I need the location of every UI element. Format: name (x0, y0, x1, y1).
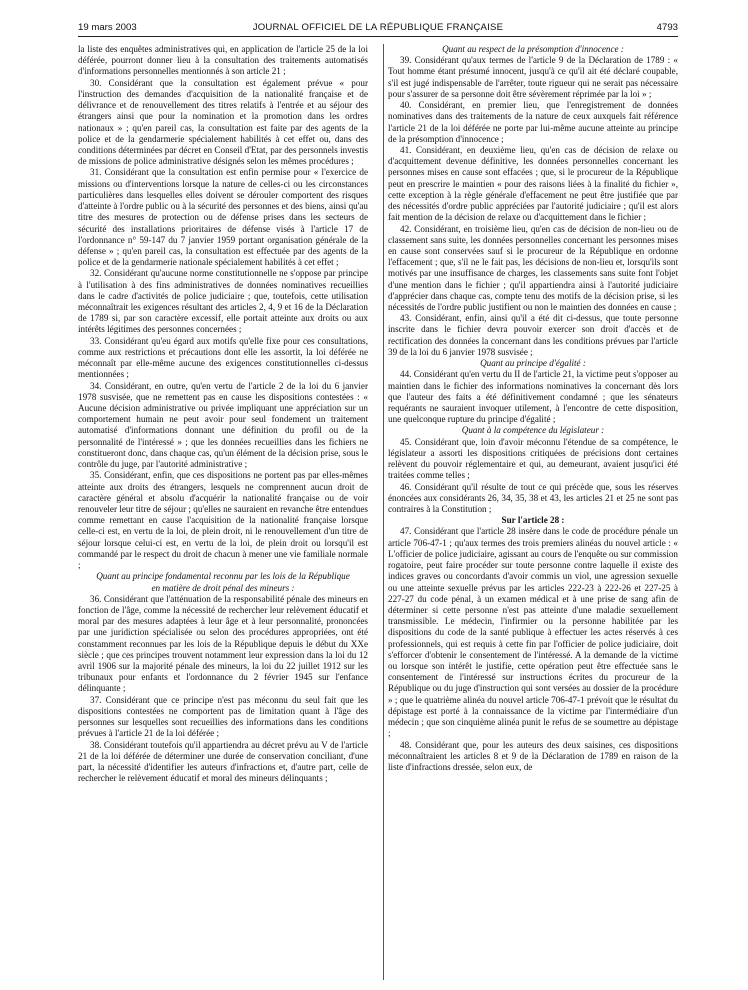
paragraph: 31. Considérant que la consultation est enfin permise pour « l'exercice de missions ou d'interventions lorsque la nature de celles-ci ou les circonstances particulières dans lesquelles elles doivent se dérouler comportent des risques d'atteinte à l'ordre public ou à la sécurité des personnes et des biens, ainsi qu'au titre des mesures de protection ou de défense prises dans les secteurs de sécurité des installations prioritaires de défense visés à l'article 17 de l'ordonnance n° 59-147 du 7 janvier 1959 portant organisation générale de la défense » ; qu'en pareil cas, la consultation est effectuée par des agents de la police et de la gendarmerie nationale spécialement habilités à cet effet ; (78, 167, 368, 268)
paragraph: 47. Considérant que l'article 28 insère dans le code de procédure pénale un article 706-47-1 ; qu'aux termes des trois premiers alinéas du nouvel article : « L'officier de police judiciaire, agissant au cours de l'enquête ou sur commission rogatoire, peut faire procéder sur toute personne contre laquelle il existe des indices graves ou concordants d'avoir commis un viol, une agression sexuelle ou une atteinte sexuelle prévus par les articles 222-23 à 222-26 et 227-25 à 227-27 du code pénal, à un examen médical et à une prise de sang afin de déterminer si cette personne n'est pas atteinte d'une maladie sexuellement transmissible. Le médecin, l'infirmier ou la personne habilitée par les dispositions du code de la santé publique à effectuer les actes réservés à ces professionnels, qui est requis à cette fin par l'officier de police judiciaire, doit s'efforcer d'obtenir le consentement de l'intéressé. A la demande de la victime ou lorsque son intérêt le justifie, cette opération peut être effectuée sans le consentement de l'intéressé sur instructions écrites du procureur de la République ou du juge d'instruction qui sont versées au dossier de la procédure » ; que le quatrième alinéa du nouvel article 706-47-1 prévoit que le résultat du dépistage est porté à la connaissance de la victime par l'intermédiaire d'un médecin ; que son cinquième alinéa punit le refus de se soumettre au dépistage ; (388, 526, 678, 739)
paragraph: 33. Considérant qu'eu égard aux motifs qu'elle fixe pour ces consultations, comme aux restrictions et précautions dont elle les assortit, la loi déférée ne méconnaît par elle-même aucune des exigences constitutionnelles ci-dessus mentionnées ; (78, 335, 368, 380)
paragraph: 38. Considérant toutefois qu'il appartiendra au décret prévu au V de l'article 21 de la loi déférée de déterminer une durée de conservation conciliant, d'une part, la nécessité d'identifier les auteurs d'infractions et, d'autre part, celle de rechercher le relèvement éducatif et moral des mineurs délinquants ; (78, 739, 368, 784)
paragraph: 48. Considérant que, pour les auteurs des deux saisines, ces dispositions méconnaîtraient les articles 8 et 9 de la Déclaration de 1789 en raison de la liste d'infractions dressée, selon eux, de (388, 739, 678, 772)
page-number: 4793 (656, 22, 678, 33)
paragraph: 46. Considérant qu'il résulte de tout ce qui précède que, sous les réserves énoncées aux considérants 26, 34, 35, 38 et 43, les articles 21 et 25 ne sont pas contraires à la Constitution ; (388, 481, 678, 514)
paragraph: 34. Considérant, en outre, qu'en vertu de l'article 2 de la loi du 6 janvier 1978 susvisée, que ne remettent pas en cause les dispositions contestées : « Aucune décision administrative ou privée impliquant une appréciation sur un comportement humain ne peut avoir pour seul fondement un traitement automatisé d'informations donnant une définition du profil ou de la personnalité de l'intéressé » ; que les données recueillies dans les fichiers ne constitueront donc, dans chaque cas, qu'un élément de la décision prise, sous le contrôle du juge, par l'autorité administrative ; (78, 380, 368, 470)
paragraph-continuation: la liste des enquêtes administratives qui, en application de l'article 25 de la loi déférée, pourront donner lieu à la consultation des traitements automatisés d'informations personnelles mentionnés à son article 21 ; (78, 44, 368, 77)
section-heading: Quant au principe fondamental reconnu par les lois de la République en matière de droit pénal des mineurs : (96, 571, 350, 593)
column-separator (383, 44, 384, 980)
left-column (78, 44, 368, 784)
paragraph: 35. Considérant, enfin, que ces dispositions ne portent pas par elles-mêmes atteinte aux droits des étrangers, lesquels ne comprennent aucun droit de caractère général et absolu d'acquérir la nationalité française ou de voir renouveler leur titre de séjour ; qu'elles ne sauraient en revanche être entendues comme remettant en cause l'acquisition de la nationalité française lorsque celle-ci est, en vertu de la loi, de plein droit, ni le renouvellement d'un titre de séjour lorsque celui-ci est, en vertu de la loi, de plein droit ou lorsqu'il est commandé par le respect du droit de chacun à mener une vie familiale normale ; (78, 470, 368, 571)
paragraph: 40. Considérant, en premier lieu, que l'enregistrement de données nominatives dans des traitements de la nature de ceux auxquels fait référence l'article 21 de la loi déférée ne porte par lui-même aucune atteinte au principe de la présomption d'innocence ; (388, 100, 678, 144)
article-heading: Sur l'article 28 : (501, 515, 565, 526)
paragraph: 36. Considérant que l'atténuation de la responsabilité pénale des mineurs en fonction de l'âge, comme la nécessité de rechercher leur relèvement éducatif et moral par des mesures adaptées à leur âge et à leur personnalité, prononcées par une juridiction spécialisée ou selon des procédures appropriées, ont été constamment reconnues par les lois de la République depuis le début du XXe siècle ; que ces principes trouvent notamment leur expression dans la loi du 12 avril 1906 sur la majorité pénale des mineurs, la loi du 22 juillet 1912 sur les tribunaux pour enfants et l'ordonnance du 2 février 1945 sur l'enfance délinquante ; (78, 593, 368, 694)
section-heading: Quant au respect de la présomption d'innocence : (442, 44, 624, 54)
paragraph: 42. Considérant, en troisième lieu, qu'en cas de décision de non-lieu ou de classement sans suite, les données personnelles concernant les personnes mises en cause sont conservées sauf si le procureur de la République en ordonne l'effacement ; que, s'il ne le fait pas, les décisions de non-lieu et, lorsqu'ils sont motivés par une insuffisance de charges, les classements sans suite font l'objet d'une mention dans le fichier ; qu'il appartiendra ainsi à l'autorité judiciaire d'apprécier dans chaque cas, compte tenu des motifs de la décision prise, si les nécessités de l'ordre public justifient ou non le maintien des données en cause ; (388, 223, 678, 313)
journal-title: JOURNAL OFFICIEL DE LA RÉPUBLIQUE FRANÇAISE (252, 22, 504, 33)
paragraph: 45. Considérant que, loin d'avoir méconnu l'étendue de sa compétence, le législateur a assorti les dispositions critiquées de précisions dont certaines relèvent du pouvoir réglementaire et qui, au demeurant, avaient jusqu'ici été traitées comme telles ; (388, 436, 678, 481)
paragraph: 30. Considérant que la consultation est également prévue « pour l'instruction des demandes d'acquisition de la nationalité française et de délivrance et de renouvellement des titres relatifs à l'entrée et au séjour des étrangers ainsi que pour la nomination et la promotion dans les ordres nationaux » ; qu'en pareil cas, la consultation est faite par des agents de la police et de la gendarmerie spécialement habilités à cet effet ou, dans des conditions déterminées par décret en Conseil d'Etat, par des personnels investis de missions de police administrative désignés selon les mêmes procédures ; (78, 77, 368, 167)
header-rule (78, 36, 678, 37)
paragraph: 37. Considérant que ce principe n'est pas méconnu du seul fait que les dispositions contestées ne comportent pas de limitation quant à l'âge des personnes sur lesquelles sont recueillies des informations dans les conditions prévues à l'article 21 de la loi déférée ; (78, 694, 368, 739)
paragraph: 32. Considérant qu'aucune norme constitutionnelle ne s'oppose par principe à l'utilisation à des fins administratives de données nominatives recueillies dans le cadre d'activités de police judiciaire ; que, toutefois, cette utilisation méconnaîtrait les exigences résultant des articles 2, 4, 9 et 16 de la Déclaration de 1789 si, par son caractère excessif, elle portait atteinte aux droits ou aux intérêts légitimes des personnes concernées ; (78, 268, 368, 335)
section-heading: Quant à la compétence du législateur : (461, 425, 605, 436)
section-heading: Quant au principe d'égalité : (480, 358, 586, 369)
paragraph: 39. Considérant qu'aux termes de l'article 9 de la Déclaration de 1789 : « Tout homme étant présumé innocent, jusqu'à ce qu'il ait été déclaré coupable, s'il est jugé indispensable de l'arrêter, toute rigueur qui ne serait pas nécessaire pour s'assurer de sa personne doit être sévèrement réprimée par la loi » ; (388, 55, 678, 99)
running-header (78, 22, 678, 36)
right-column (388, 44, 678, 773)
paragraph: 41. Considérant, en deuxième lieu, qu'en cas de décision de relaxe ou d'acquittement devenue définitive, les données personnelles concernant les personnes mises en cause sont effacées ; que, si le procureur de la République peut en prescrire le maintien « pour des raisons liées à la finalité du fichier », cette exception à la règle générale d'effacement ne peut être justifiée que par des nécessités d'ordre public appréciées par l'autorité judiciaire ; qu'il est alors fait mention de la décision de relaxe ou d'acquittement dans le fichier ; (388, 144, 678, 223)
paragraph: 44. Considérant qu'en vertu du II de l'article 21, la victime peut s'opposer au maintien dans le fichier des informations nominatives la concernant dès lors que l'auteur des faits a été définitivement condamné ; que les sénateurs requérants ne sauraient invoquer utilement, à l'encontre de cette disposition, une quelconque rupture du principe d'égalité ; (388, 369, 678, 425)
header-date: 19 mars 2003 (78, 22, 137, 33)
paragraph: 43. Considérant, enfin, ainsi qu'il a été dit ci-dessus, que toute personne inscrite dans le fichier devra pouvoir exercer son droit d'accès et de rectification des données la concernant dans les conditions prévues par l'article 39 de la loi du 6 janvier 1978 susvisée ; (388, 313, 678, 357)
